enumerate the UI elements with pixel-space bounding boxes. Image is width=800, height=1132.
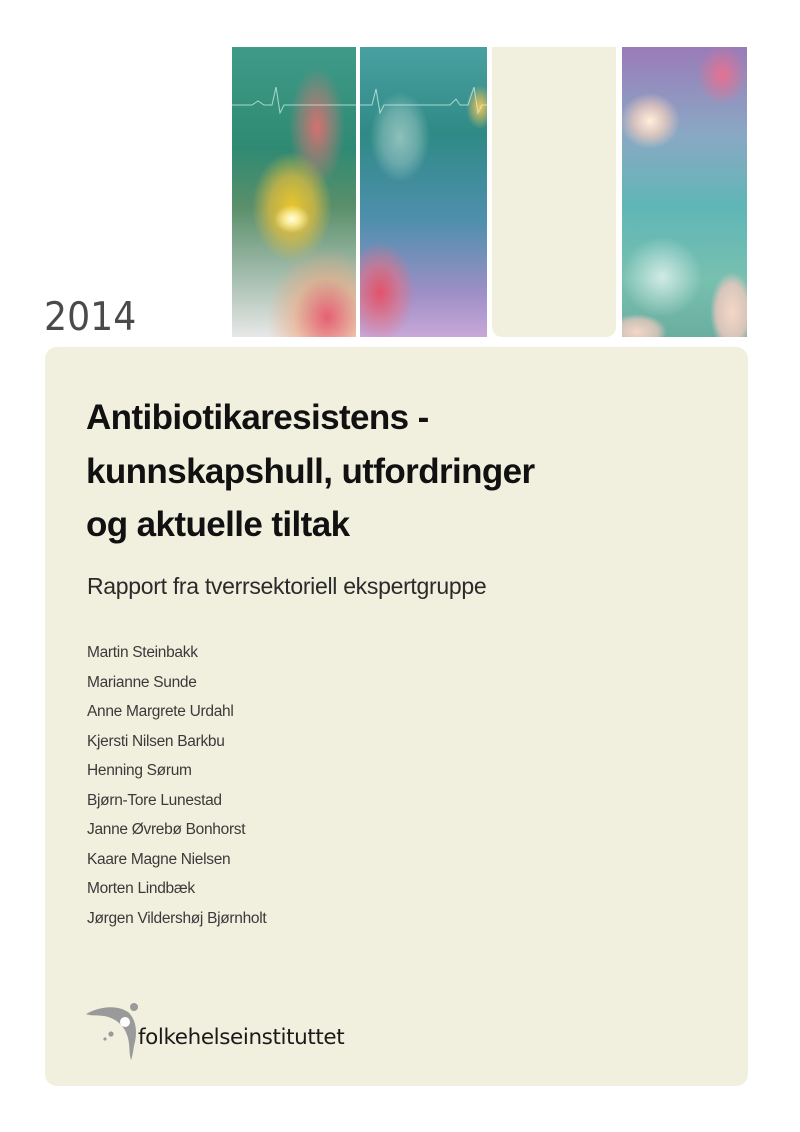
author-name: Marianne Sunde	[87, 673, 197, 691]
author-name: Anne Margrete Urdahl	[87, 703, 234, 720]
author-name: Henning Sørum	[87, 762, 192, 779]
publisher-name: folkehelseinstituttet	[138, 1024, 345, 1050]
year-label: 2014	[44, 295, 137, 340]
cover-photo-capsules-cells	[360, 47, 487, 337]
report-title	[86, 391, 706, 552]
author-name: Kjersti Nilsen Barkbu	[87, 732, 225, 750]
title-line-1: Antibiotikaresistens -	[86, 398, 429, 437]
ecg-line-icon	[232, 87, 356, 117]
cover-blank-panel	[492, 47, 616, 337]
author-name: Kaare Magne Nielsen	[87, 850, 231, 868]
author-list	[87, 638, 266, 933]
title-line-3: og aktuelle tiltak	[86, 505, 350, 544]
publisher-logo	[84, 1002, 344, 1062]
author-name: Martin Steinbakk	[87, 644, 198, 661]
cover-photo-capsules-ecg	[232, 47, 356, 337]
report-subtitle: Rapport fra tverrsektoriell ekspertgruppe	[87, 573, 487, 599]
author-name: Jørgen Vildershøj Bjørnholt	[87, 909, 267, 927]
title-line-2: kunnskapshull, utfordringer	[86, 451, 535, 491]
author-name: Janne Øvrebø Bonhorst	[87, 821, 246, 838]
ecg-line-icon	[360, 87, 487, 117]
author-name: Morten Lindbæk	[87, 880, 195, 897]
author-name: Bjørn-Tore Lunestad	[87, 791, 222, 809]
cover-photo-capsule-blood-cells	[622, 47, 747, 337]
